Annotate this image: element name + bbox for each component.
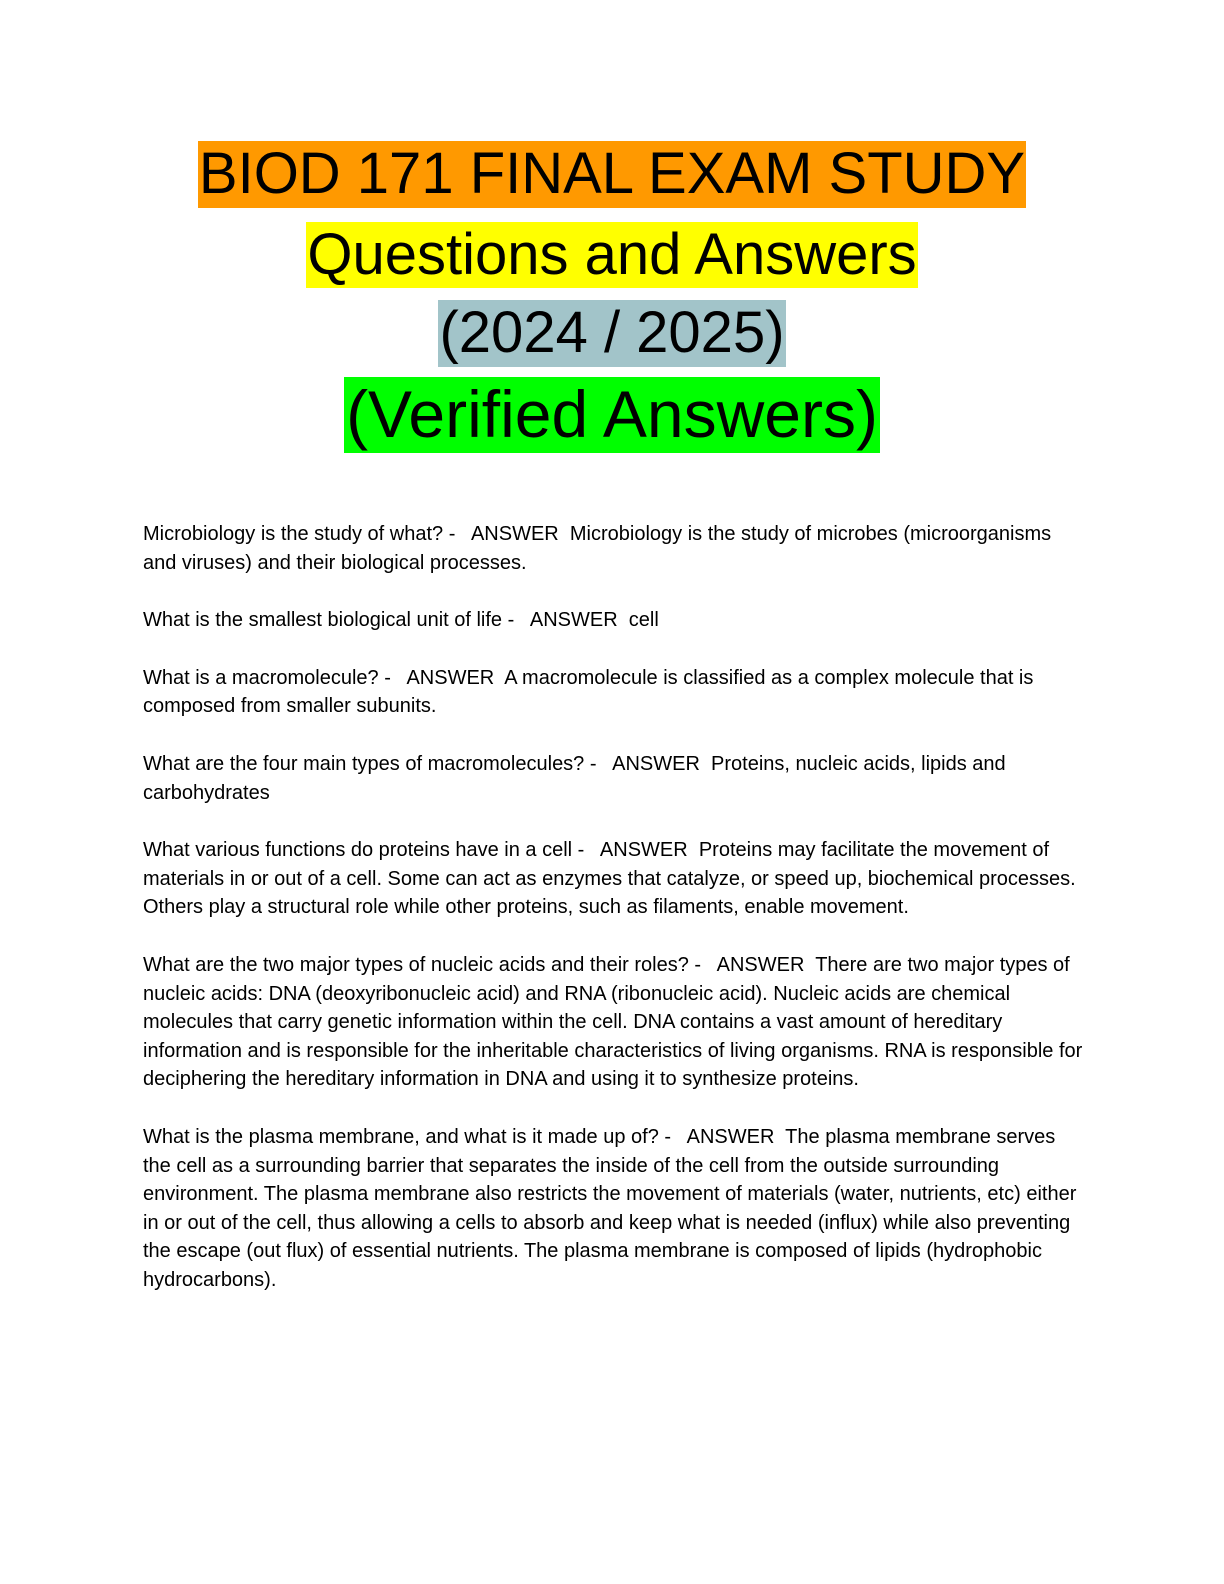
qa-answer: The plasma membrane serves the cell as a surrounding barrier that separates the inside of the cell from the outside surrounding environment. The plasma membrane also restricts the movement of materials (water, nutrients, etc) either in or out of the cell, thus allowing a cells to absorb and keep what is needed (influx) while also preventing the escape (out flux) of essential nutrients. The plasma membrane is composed of lipids (hydrophobic hydrocarbons).	[143, 1125, 1077, 1291]
document-title	[0, 140, 1224, 453]
title-verified-text: (Verified Answers)	[346, 377, 878, 452]
qa-answer: Microbiology is the study of microbes (microorganisms and viruses) and their biological processes.	[143, 523, 1052, 574]
qa-list	[143, 520, 1083, 1323]
qa-item: What is the plasma membrane, and what is it made up of? - ANSWER The plasma membrane serves the cell as a surrounding barrier that separates the inside of the cell from the outside surrounding environment. The plasma membrane also restricts the movement of materials (water, nutrients, etc) either in or out of the cell, thus allowing a cells to absorb and keep what is needed (influx) while also preventing the escape (out flux) of essential nutrients. The plasma membrane is composed of lipids (hydrophobic hydrocarbons).	[143, 1125, 1077, 1291]
qa-question: What are the four main types of macromolecules?	[143, 752, 585, 775]
qa-item: What various functions do proteins have in a cell - ANSWER Proteins may facilitate the movement of materials in or out of a cell. Some can act as enzymes that catalyze, or speed up, biochemical processes. Others play a structural role while other proteins, such as filaments, enable movement.	[143, 839, 1076, 919]
qa-question: What is the plasma membrane, and what is it made up of?	[143, 1125, 659, 1148]
qa-question: What are the two major types of nucleic acids and their roles?	[143, 953, 689, 976]
title-line-verified	[0, 376, 1224, 453]
qa-answer: There are two major types of nucleic acids: DNA (deoxyribonucleic acid) and RNA (ribonucleic acid). Nucleic acids are chemical molecules that carry genetic information within the cell. DNA contains a vast amount of hereditary information and is responsible for the inheritable characteristics of living organisms. RNA is responsible for deciphering the hereditary information in DNA and using it to synthesize proteins.	[143, 953, 1083, 1091]
qa-answer-marker: ANSWER	[470, 523, 559, 545]
qa-answer-marker: ANSWER	[716, 953, 805, 976]
title-line-year	[0, 299, 1224, 367]
qa-item: What is a macromolecule? - ANSWER A macromolecule is classified as a complex molecule that is composed from smaller subunits.	[143, 666, 1034, 718]
qa-item: What are the two major types of nucleic acids and their roles? - ANSWER There are two major types of nucleic acids: DNA (deoxyribonucleic acid) and RNA (ribonucleic acid). Nucleic acids are chemical molecules that carry genetic information within the cell. DNA contains a vast amount of hereditary information and is responsible for the inheritable characteristics of living organisms. RNA is responsible for deciphering the hereditary information in DNA and using it to synthesize proteins.	[143, 953, 1083, 1091]
title-line-subtitle	[0, 221, 1224, 289]
title-line-course	[0, 140, 1224, 208]
title-year-text: (2024 / 2025)	[439, 300, 785, 366]
qa-item: Microbiology is the study of what? - ANSWER Microbiology is the study of microbes (microorganisms and viruses) and their biological processes.	[143, 523, 1052, 574]
qa-question: What various functions do proteins have in a cell	[143, 839, 573, 862]
qa-question: Microbiology is the study of what?	[143, 523, 444, 545]
qa-answer: Proteins, nucleic acids, lipids and carbohydrates	[143, 752, 1006, 804]
qa-answer-marker: ANSWER	[612, 752, 700, 775]
qa-question: What is the smallest biological unit of life	[143, 609, 503, 632]
qa-answer-marker: ANSWER	[406, 666, 495, 689]
qa-answer: Proteins may facilitate the movement of materials in or out of a cell. Some can act as enzymes that catalyze, or speed up, biochemical processes. Others play a structural role while other proteins, such as filaments, enable movement.	[143, 839, 1076, 919]
qa-item: What are the four main types of macromolecules? - ANSWER Proteins, nucleic acids, lipids and carbohydrates	[143, 752, 1006, 804]
qa-answer: cell	[628, 609, 659, 632]
qa-question: What is a macromolecule?	[143, 666, 379, 689]
qa-answer-marker: ANSWER	[599, 839, 688, 862]
qa-answer: A macromolecule is classified as a complex molecule that is composed from smaller subunits.	[143, 666, 1034, 718]
title-course-text: BIOD 171 FINAL EXAM STUDY	[198, 141, 1026, 206]
title-subtitle-text: Questions and Answers	[307, 221, 917, 287]
qa-answer-marker: ANSWER	[529, 609, 618, 632]
qa-answer-marker: ANSWER	[686, 1125, 775, 1148]
qa-item: What is the smallest biological unit of life - ANSWER cell	[143, 609, 659, 632]
